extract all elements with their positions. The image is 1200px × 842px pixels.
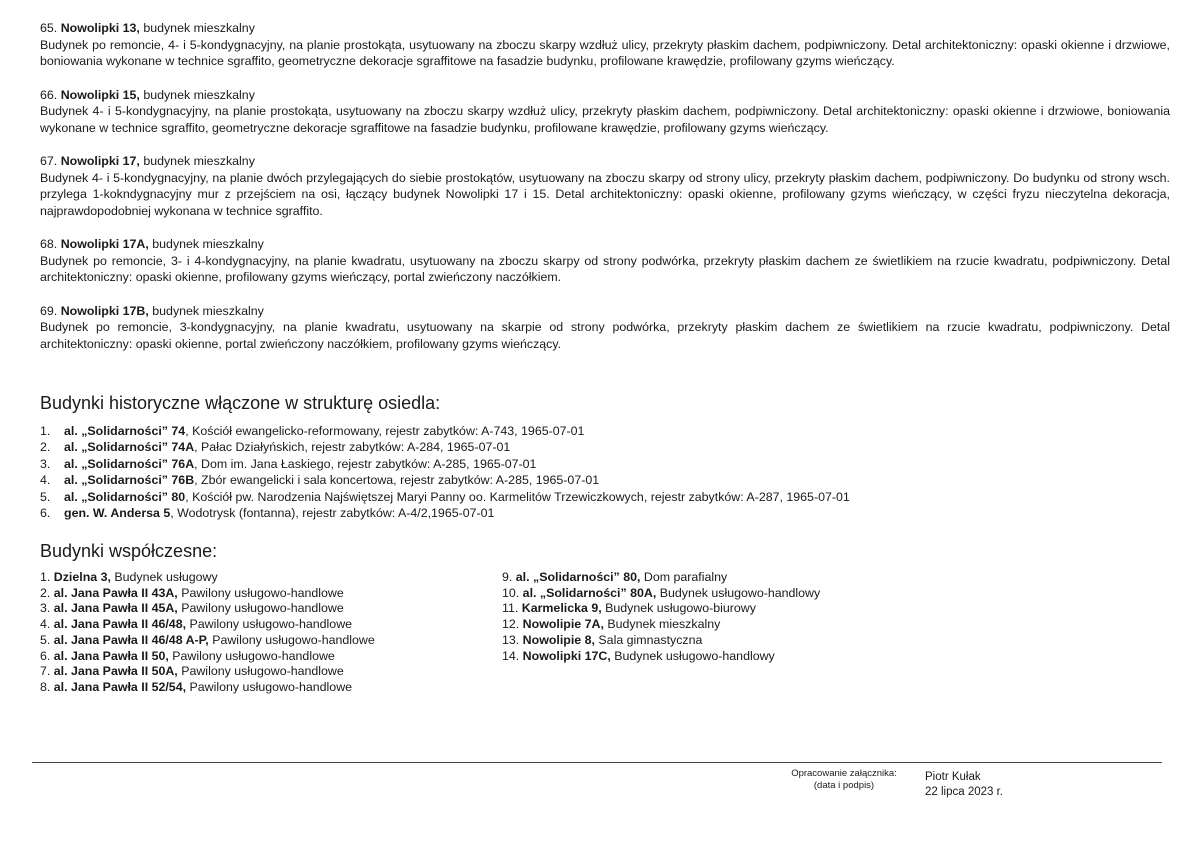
list-item: 14. Nowolipki 17C, Budynek usługowo-handlowy	[502, 648, 775, 663]
list-item: 6. al. Jana Pawła II 50, Pawilony usługowo-handlowe	[40, 648, 335, 663]
entry-heading: 69. Nowolipki 17B, budynek mieszkalny	[40, 303, 264, 318]
entry-description: Budynek po remoncie, 4- i 5-kondygnacyjny, na planie prostokąta, usytuowany na zboczu skarpy wzdłuż ulicy, przekryty płaskim dachem, podpiwniczony. Detal architektoniczny: opaski okienne i drzwiowe, boniowania wykonane w technice sgraffito, geometryczne dekoracje sgraffitowe na fasadzie budynku, profilowane krawędzie, profilowany gzyms wieńczący.	[40, 37, 1170, 68]
entry-address: Nowolipki 15,	[60, 87, 140, 102]
list-item: 4. al. Jana Pawła II 46/48, Pawilony usługowo-handlowe	[40, 617, 353, 632]
list-item: 7. al. Jana Pawła II 50A, Pawilony usługowo-handlowe	[40, 664, 344, 679]
modern-list-right	[502, 570, 820, 664]
entry-address: Nowolipki 17B,	[60, 303, 149, 318]
entry-heading: 65. Nowolipki 13, budynek mieszkalny	[40, 21, 255, 35]
list-item: 13. Nowolipie 8, Sala gimnastyczna	[502, 632, 703, 647]
footer-divider	[32, 762, 1162, 763]
entry-68	[40, 236, 1170, 286]
entry-description: Budynek 4- i 5-kondygnacyjny, na planie prostokąta, usytuowany na zboczu skarpy wzdłuż ulicy, przekryty płaskim dachem, podpiwniczony. Detal architektoniczny: opaski okienne i drzwiowe, boniowania wykonane w technice sgraffito, geometryczne dekoracje sgraffitowe na fasadzie budynku, profilowane krawędzie, profilowany gzyms wieńczący.	[40, 104, 1170, 135]
signature-date: 22 lipca 2023 r.	[925, 786, 1004, 798]
modern-section-title: Budynki współczesne:	[40, 541, 218, 561]
list-item: 5. al. „Solidarności” 80, Kościół pw. Narodzenia Najświętszej Maryi Panny oo. Karmelitów Trzewiczkowych, rejestr zabytków: A-287, 1965-07-01	[40, 489, 850, 504]
entry-69	[40, 303, 1170, 353]
entry-address: Nowolipki 17A,	[60, 237, 149, 251]
historic-list	[40, 423, 850, 521]
modern-list-left	[40, 570, 375, 696]
entry-heading: 67. Nowolipki 17, budynek mieszkalny	[40, 154, 255, 168]
signature-label-line1: Opracowanie załącznika:	[791, 768, 897, 779]
list-item: 11. Karmelicka 9, Budynek usługowo-biurowy	[502, 601, 756, 616]
list-item: 3. al. „Solidarności” 76A, Dom im. Jana Łaskiego, rejestr zabytków: A-285, 1965-07-01	[40, 456, 537, 471]
signature-label	[778, 768, 910, 792]
signature-label-line2: (data i podpis)	[813, 780, 875, 791]
list-item: 8. al. Jana Pawła II 52/54, Pawilony usługowo-handlowe	[40, 679, 353, 694]
entry-67	[40, 153, 1170, 219]
list-item: 4. al. „Solidarności” 76B, Zbór ewangelicki i sala koncertowa, rejestr zabytków: A-285, 1965-07-01	[40, 473, 600, 488]
building-entries	[40, 20, 1170, 369]
entry-heading: 66. Nowolipki 15, budynek mieszkalny	[40, 87, 255, 102]
list-item: 3. al. Jana Pawła II 45A, Pawilony usługowo-handlowe	[40, 601, 344, 616]
list-item: 9. al. „Solidarności” 80, Dom parafialny	[502, 570, 728, 584]
entry-description: Budynek 4- i 5-kondygnacyjny, na planie dwóch przylegających do siebie prostokątów, usytuowany na zboczu skarpy od strony ulicy, przekryty płaskim dachem, podpiwniczony. Do budynku od strony wsch. przylega 1-kokndygnacyjny mur z przejściem na osi, łączący budynek Nowolipki 17 i 15. Detal architektoniczny: opaski okienne, profilowany gzyms wieńczący, w części fryzu nieczytelna dekoracja, najprawdopodobniej wykonana w technice sgraffito.	[40, 170, 1170, 218]
list-item: 2. al. „Solidarności” 74A, Pałac Działyńskich, rejestr zabytków: A-284, 1965-07-01	[40, 440, 511, 455]
entry-description: Budynek po remoncie, 3-kondygnacyjny, na planie kwadratu, usytuowany na skarpie od strony podwórka, przekryty płaskim dachem ze świetlikiem na rzucie kwadratu, podpiwniczony. Detal architektoniczny: opaski okienne, portal zwieńczony naczółkiem, profilowany gzyms wieńczący.	[40, 320, 1170, 351]
list-item: 12. Nowolipie 7A, Budynek mieszkalny	[502, 617, 721, 632]
list-item: 10. al. „Solidarności” 80A, Budynek usługowo-handlowy	[502, 585, 821, 600]
entry-66	[40, 87, 1170, 137]
list-item: 1. al. „Solidarności” 74, Kościół ewangelicko-reformowany, rejestr zabytków: A-743, 1965-07-01	[40, 424, 585, 438]
author-name: Piotr Kułak	[925, 771, 981, 783]
entry-65	[40, 20, 1170, 70]
list-item: 6. gen. W. Andersa 5, Wodotrysk (fontanna), rejestr zabytków: A-4/2,1965-07-01	[40, 506, 495, 521]
entry-heading: 68. Nowolipki 17A, budynek mieszkalny	[40, 237, 264, 251]
entry-address: Nowolipki 13,	[60, 21, 140, 35]
list-item: 1. Dzielna 3, Budynek usługowy	[40, 570, 218, 584]
entry-address: Nowolipki 17,	[60, 154, 140, 168]
entry-description: Budynek po remoncie, 3- i 4-kondygnacyjny, na planie kwadratu, usytuowany na zboczu skarpy od strony podwórka, przekryty płaskim dachem ze świetlikiem na rzucie kwadratu, podpiwniczony. Detal architektoniczny: opaski okienne, profilowany gzyms wieńczący, portal zwieńczony naczółkiem.	[40, 253, 1170, 284]
signature-block	[925, 770, 1003, 800]
list-item: 2. al. Jana Pawła II 43A, Pawilony usługowo-handlowe	[40, 585, 344, 600]
historic-section-title: Budynki historyczne włączone w strukturę osiedla:	[40, 393, 441, 413]
list-item: 5. al. Jana Pawła II 46/48 A-P, Pawilony usługowo-handlowe	[40, 632, 375, 647]
